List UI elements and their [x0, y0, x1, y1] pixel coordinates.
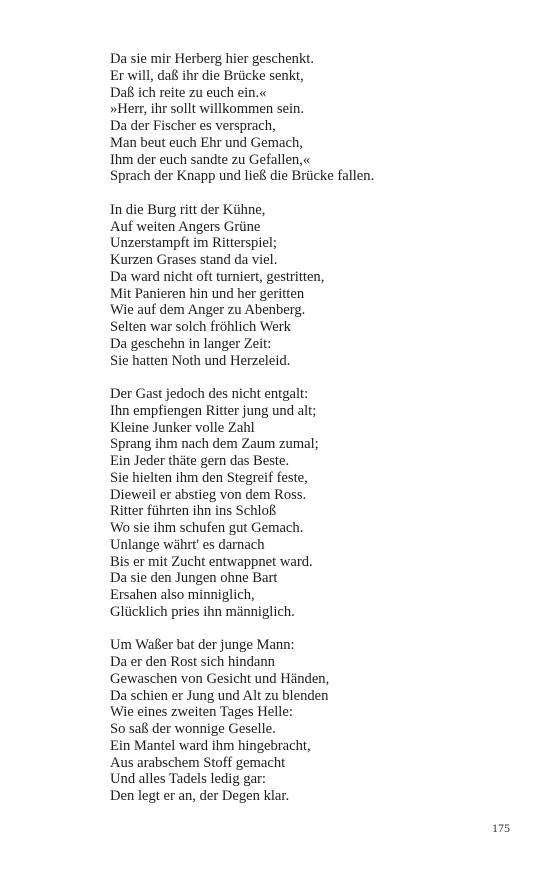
verse-line: Da ward nicht oft turniert, gestritten, — [110, 268, 325, 285]
verse-line: Kleine Junker volle Zahl — [110, 419, 255, 436]
verse-line: Man beut euch Ehr und Gemach, — [110, 134, 303, 151]
verse-line: Aus arabschem Stoff gemacht — [110, 754, 286, 771]
verse-line: Den legt er an, der Degen klar. — [110, 788, 290, 804]
verse-line: Da der Fischer es versprach, — [110, 118, 276, 134]
verse-line: Mit Panieren hin und her geritten — [110, 285, 305, 302]
stanza-3 — [110, 386, 530, 621]
verse-line: Auf weiten Angers Grüne — [110, 218, 261, 235]
verse-line: Gewaschen von Gesicht und Händen, — [110, 670, 330, 687]
poem-text — [110, 51, 530, 822]
verse-line: Da er den Rost sich hindann — [110, 654, 275, 670]
verse-line: Wie eines zweiten Tages Helle: — [110, 704, 293, 721]
verse-line: Bis er mit Zucht entwappnet ward. — [110, 553, 313, 570]
verse-line: Und alles Tadels ledig gar: — [110, 771, 266, 788]
verse-line: Kurzen Grases stand da viel. — [110, 252, 278, 268]
verse-line: Um Waßer bat der junge Mann: — [110, 637, 295, 654]
verse-line: Sprang ihm nach dem Zaum zumal; — [110, 436, 319, 453]
verse-line: Ersahen also minniglich, — [110, 587, 255, 603]
verse-line: Ein Mantel ward ihm hingebracht, — [110, 737, 311, 754]
verse-line: Unlange währt' es darnach — [110, 536, 265, 553]
verse-line: Ritter führten ihn ins Schloß — [110, 503, 277, 520]
verse-line: Ihm der euch sandte zu Gefallen,« — [110, 151, 311, 168]
stanza-1 — [110, 51, 530, 185]
verse-line: »Herr, ihr sollt willkommen sein. — [110, 101, 304, 118]
verse-line: Da sie den Jungen ohne Bart — [110, 570, 278, 587]
page-number: 175 — [492, 821, 510, 835]
verse-line: Ein Jeder thäte gern das Beste. — [110, 453, 290, 469]
verse-line: Dieweil er abstieg von dem Ross. — [110, 486, 307, 503]
verse-line: Unzerstampft im Ritterspiel; — [110, 235, 277, 252]
stanza-4 — [110, 637, 530, 805]
verse-line: Sprach der Knapp und ließ die Brücke fallen. — [110, 168, 375, 185]
verse-line: Daß ich reite zu euch ein.« — [110, 84, 267, 101]
verse-line: Da geschehn in langer Zeit: — [110, 335, 272, 352]
verse-line: Ihn empfiengen Ritter jung und alt; — [110, 402, 317, 419]
verse-line: Sie hielten ihm den Stegreif feste, — [110, 469, 308, 486]
verse-line: Da schien er Jung und Alt zu blenden — [110, 687, 329, 704]
verse-line: Er will, daß ihr die Brücke senkt, — [110, 67, 304, 84]
verse-line: Wo sie ihm schufen gut Gemach. — [110, 520, 304, 536]
verse-line: Sie hatten Noth und Herzeleid. — [110, 352, 291, 369]
verse-line: Wie auf dem Anger zu Abenberg. — [110, 302, 306, 319]
verse-line: In die Burg ritt der Kühne, — [110, 201, 266, 218]
verse-line: Der Gast jedoch des nicht entgalt: — [110, 386, 309, 402]
verse-line: Da sie mir Herberg hier geschenkt. — [110, 51, 314, 67]
verse-line: So saß der wonnige Geselle. — [110, 721, 276, 737]
stanza-2 — [110, 202, 530, 370]
verse-line: Glücklich pries ihn männiglich. — [110, 603, 295, 620]
verse-line: Selten war solch fröhlich Werk — [110, 319, 291, 335]
